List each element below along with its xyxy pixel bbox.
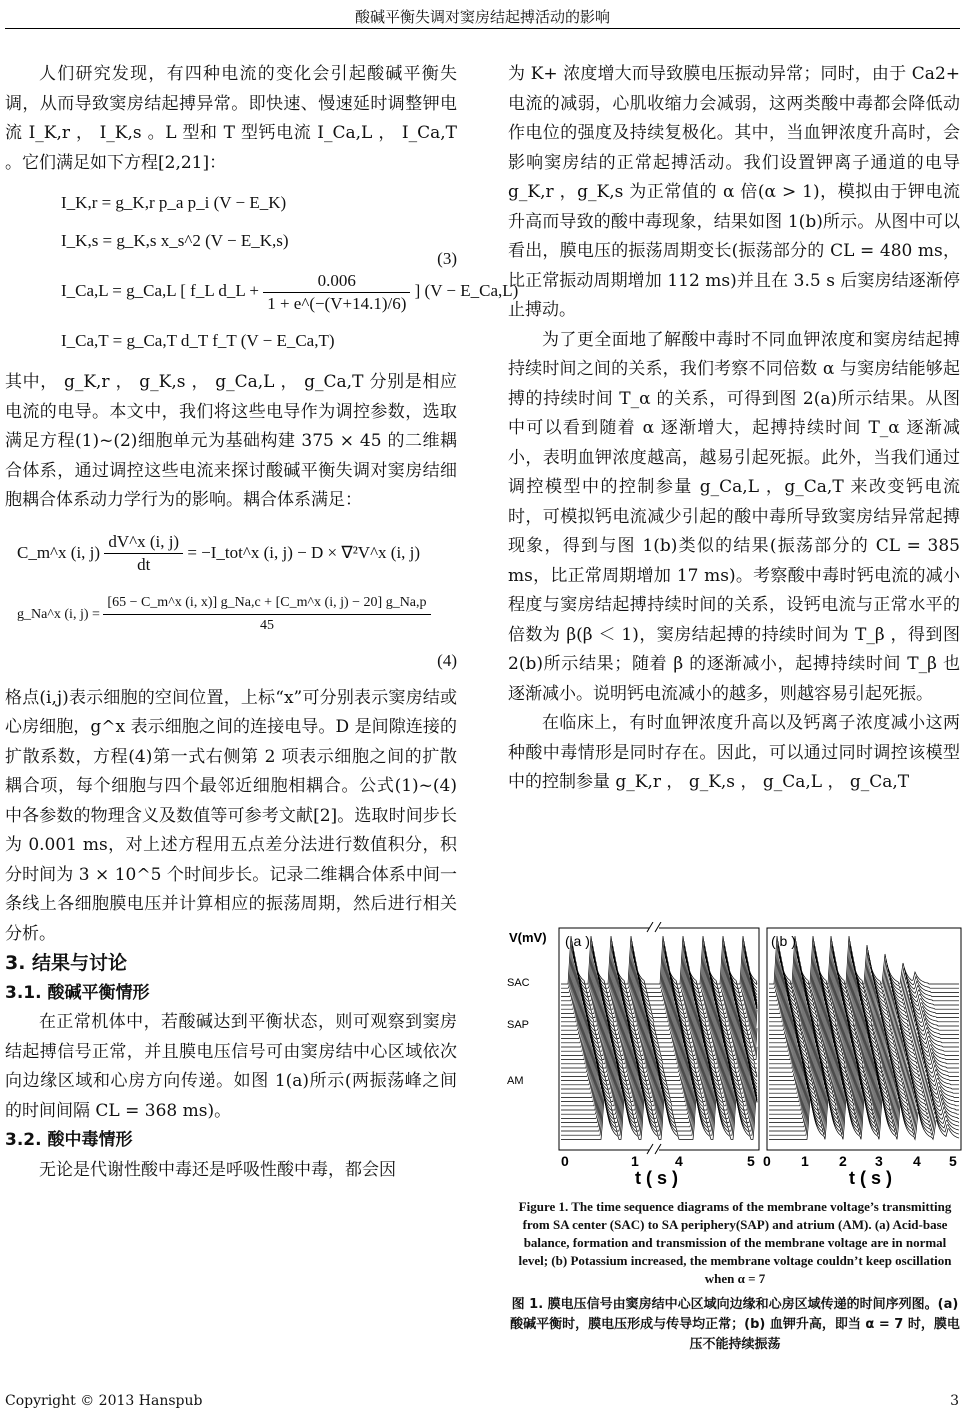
paragraph: 人们研究发现，有四种电流的变化会引起酸碱平衡失调，从而导致窦房结起搏异常。即快速、慢速延时调整钾电流 I_K,r ， I_K,s 。L 型和 T 型钙电流 I_Ca,L ， I_Ca,T 。它们满足如下方程[2,21]： [5, 64, 457, 173]
panel-b-traces [769, 936, 959, 1139]
equation-4 [5, 522, 457, 676]
panel-a-traces [561, 936, 757, 1139]
subsection-heading: 3.2. 酸中毒情形 [5, 1130, 133, 1150]
fraction-numerator: dV^x (i, j) [104, 531, 183, 554]
page-number: 3 [950, 1393, 959, 1409]
fraction [263, 270, 410, 315]
fraction-numerator: 0.006 [263, 270, 410, 293]
paragraph: 在正常机体中，若酸碱达到平衡状态，则可观察到窦房结起搏信号正常，并且膜电压信号可由窦房结中心区域依次向边缘区域和心房方向传递。如图 1(a)所示(两振荡峰之间的时间间隔 CL = 368 ms)。 [5, 1012, 457, 1121]
equation-term: I_Ca,L = g_Ca,L [ f_L d_L + [61, 281, 259, 300]
figure-caption-zh: 图 1. 膜电压信号由窦房结中心区域向边缘和心房区域传递的时间序列图。(a) 酸碱平衡时，膜电压形成与传导均正常；(b) 血钾升高，即当 α = 7 时，膜电压不能持续振荡 [510, 1297, 960, 1352]
paragraph: 格点(i,j)表示细胞的空间位置，上标“x”可分别表示窦房结或心房细胞，g^x 表示细胞之间的连接电导。D 是间隙连接的扩散系数，方程(4)第一式右侧第 2 项表示细胞之间的扩散耦合项，每个细胞与四个最邻近细胞相耦合。公式(1)~(4)中各参数的物理含义及数值等可参考文献[2]。选取时间步长为 0.001 ms，对上述方程用五点差分法进行数值积分，积分时间为 3 × 10^5 个时间步长。记录二维耦合体系中间一条线上各细胞膜电压并计算相应的振荡周期，然后进行相关分析。 [5, 687, 457, 944]
equation-line [5, 522, 457, 584]
equation-line: I_K,r = g_K,r p_a p_i (V − E_K) [61, 193, 287, 212]
tick-label: 3 [875, 1153, 883, 1169]
equation-line [5, 584, 457, 646]
voltage-trace [769, 936, 959, 984]
figure-1 [505, 922, 963, 1194]
equation-line: I_Ca,T = g_Ca,T d_T f_T (V − E_Ca,T) [61, 331, 335, 350]
panel-a-label: ( a ) [565, 933, 590, 949]
panel-b [763, 928, 961, 1188]
equation-number: (4) [437, 651, 457, 670]
equation-line [5, 260, 519, 322]
equation-term: g_Na^x (i, j) = [17, 606, 100, 622]
fraction-denominator: dt [137, 555, 151, 575]
header-rule [5, 28, 960, 29]
paragraph: 其中， g_K,r ， g_K,s ， g_Ca,L ， g_Ca,T 分别是相应电流的电导。本文中，我们将这些电导作为调控参数，选取满足方程(1)~(2)细胞单元为基础构建 375 × 45 的二维耦合体系，通过调控这些电流来探讨酸碱平衡失调对窦房结细胞耦合体系动力学行为的影响。耦合体系满足： [5, 372, 457, 510]
tick-label: 5 [747, 1153, 755, 1169]
tick-label: 2 [839, 1153, 847, 1169]
equation-line: I_K,s = g_K,s x_s^2 (V − E_K,s) [61, 231, 289, 250]
fraction-denominator: 1 + e^(−(V+14.1)/6) [267, 293, 407, 313]
fraction [104, 531, 183, 576]
equation-term: = −I_tot^x (i, j) − D × ∇²V^x (i, j) [187, 542, 421, 562]
fraction-denominator: 45 [259, 617, 274, 633]
row-label-sap: SAP [507, 1019, 530, 1031]
equation-term: ] (V − E_Ca,L) [414, 281, 519, 300]
paragraph: 在临床上，有时血钾浓度升高以及钙离子浓度减小这两种酸中毒情形是同时存在。因此，可以通过同时调控该模型中的控制参量 g_K,r ， g_K,s ， g_Ca,L ， g_Ca,T [508, 713, 960, 792]
section-heading: 3. 结果与讨论 [5, 952, 128, 974]
tick-label: 4 [675, 1153, 683, 1169]
equation-3 [5, 184, 519, 360]
equation-term: C_m^x (i, j) [17, 542, 101, 562]
figure-1-plot [505, 922, 963, 1194]
tick-label: 0 [561, 1153, 569, 1169]
panel-a [559, 922, 759, 1188]
figure-caption-en: Figure 1. The time sequence diagrams of the membrane voltage’s transmitting from SA center (SAC) to SA periphery(SAP) and atrium (AM). (a) Acid-base balance, formation and transmission of the membrane voltage are in normal level; (b) Potassium increased, the membrane voltage couldn’t keep oscillation when α = 7 [518, 1199, 952, 1286]
footer-copyright: Copyright © 2013 Hanspub [5, 1393, 203, 1409]
tick-label: 1 [801, 1153, 809, 1169]
panel-b-label: ( b ) [771, 933, 796, 949]
row-label-sac: SAC [507, 977, 530, 989]
x-axis-label: t ( s ) [849, 1168, 892, 1188]
running-header: 酸碱平衡失调对窦房结起搏活动的影响 [354, 8, 610, 26]
tick-label: 4 [913, 1153, 921, 1169]
fraction-numerator: [65 − C_m^x (i, x)] g_Na,c + [C_m^x (i, j) − 20] g_Na,p [103, 592, 430, 615]
paragraph: 为 K+ 浓度增大而导致膜电压振动异常；同时，由于 Ca2+ 电流的减弱，心肌收缩力会减弱，这两类酸中毒都会降低动作电位的强度及持续复极化。其中，当血钾浓度升高时，会影响窦房结的正常起搏活动。我们设置钾离子通道的电导 g_K,r ，g_K,s 为正常值的 α 倍(α > 1)，模拟由于钾电流升高而导致的酸中毒现象，结果如图 1(b)所示。从图中可以看出，膜电压的振荡周期变长(振荡部分的 CL = 480 ms，比正常振动周期增加 112 ms)并且在 3.5 s 后窦房结逐渐停止搏动。 [508, 64, 960, 320]
x-axis-label: t ( s ) [635, 1168, 678, 1188]
right-column [508, 60, 960, 798]
tick-label: 1 [631, 1153, 639, 1169]
subsection-heading: 3.1. 酸碱平衡情形 [5, 982, 150, 1003]
equation-number: (3) [437, 249, 457, 268]
y-axis-label: V(mV) [509, 930, 547, 945]
paragraph: 无论是代谢性酸中毒还是呼吸性酸中毒，都会因 [39, 1159, 396, 1180]
row-label-am: AM [507, 1075, 524, 1087]
tick-label: 5 [949, 1153, 957, 1169]
tick-label: 0 [763, 1153, 771, 1169]
paragraph: 为了更全面地了解酸中毒时不同血钾浓度和窦房结起搏持续时间之间的关系，我们考察不同倍数 α 与窦房结能够起搏的持续时间 T_α 的关系，可得到图 2(a)所示结果。从图中可以看到随着 α 逐渐增大，起搏持续时间 T_α 逐渐减小，表明血钾浓度越高，越易引起死振。此外，当我们通过调控模型中的控制参量 g_Ca,L ，g_Ca,T 来改变钙电流时，可模拟钙电流减少引起的酸中毒所导致窦房结异常起搏现象，得到与图 1(b)类似的结果(振荡部分的 CL = 385 ms，比正常周期增加 17 ms)。考察酸中毒时钙电流的减小程度与窦房结起搏持续时间的关系，设钙电流与正常水平的倍数为 β(β ＜ 1)，窦房结起搏的持续时间为 T_β ，得到图 2(b)所示结果；随着 β 的逐渐减小，起搏持续时间 T_β 也逐渐减小。说明钙电流减小的越多，则越容易引起死振。 [508, 329, 960, 704]
fraction [103, 592, 430, 637]
